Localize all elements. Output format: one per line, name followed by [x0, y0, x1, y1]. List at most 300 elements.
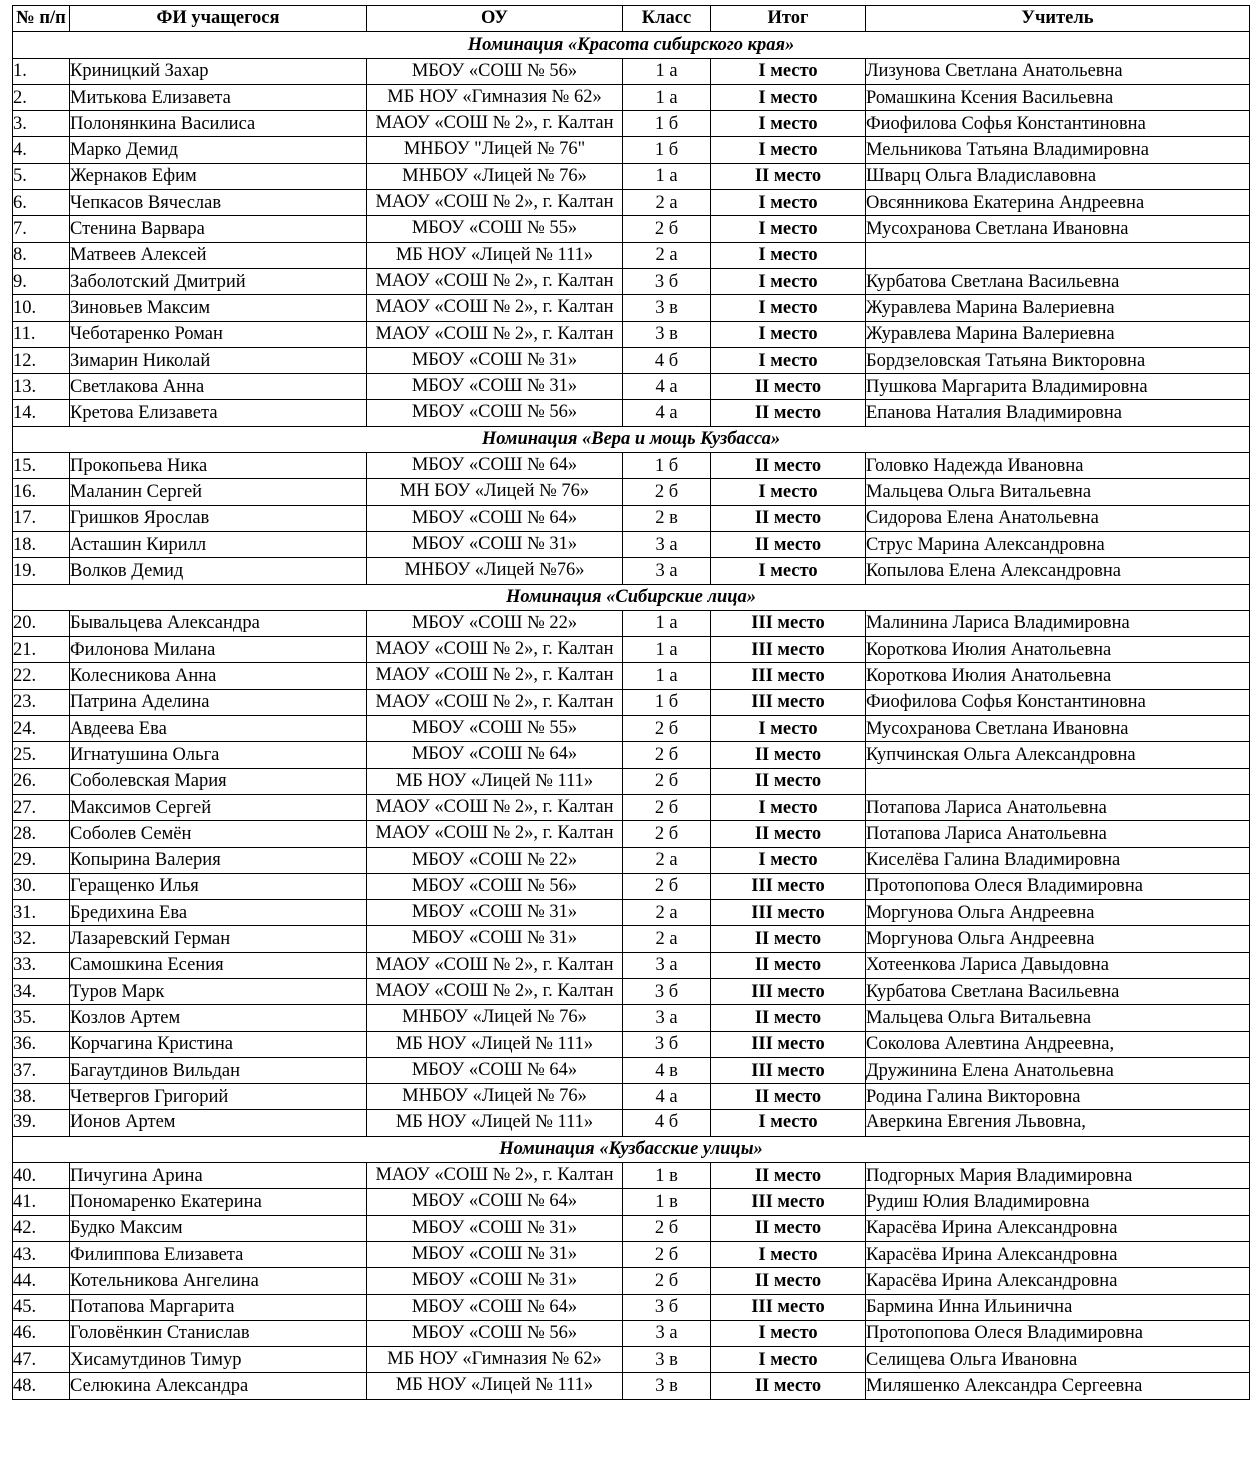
student-name: Светлакова Анна — [70, 374, 367, 400]
school-name: МБОУ «СОШ № 31» — [367, 900, 623, 926]
table-row — [13, 163, 1250, 189]
class-cell: 3 а — [623, 558, 711, 584]
row-number: 17. — [13, 505, 70, 531]
student-name: Соболев Семён — [70, 821, 367, 847]
table-row — [13, 295, 1250, 321]
teacher-name: Фиофилова Софья Константиновна — [866, 111, 1250, 137]
row-number: 1. — [13, 58, 70, 84]
class-cell: 3 б — [623, 268, 711, 294]
teacher-name: Киселёва Галина Владимировна — [866, 847, 1250, 873]
result-cell: II место — [711, 768, 866, 794]
school-name: МБОУ «СОШ № 64» — [367, 1189, 623, 1215]
row-number: 32. — [13, 926, 70, 952]
school-name: МАОУ «СОШ № 2», г. Калтан — [367, 268, 623, 294]
result-cell: I место — [711, 716, 866, 742]
table-row — [13, 321, 1250, 347]
table-row — [13, 1373, 1250, 1399]
result-cell: II место — [711, 531, 866, 557]
result-cell: II место — [711, 926, 866, 952]
student-name: Маланин Сергей — [70, 479, 367, 505]
row-number: 38. — [13, 1084, 70, 1110]
teacher-name: Рудиш Юлия Владимировна — [866, 1189, 1250, 1215]
class-cell: 3 в — [623, 1347, 711, 1373]
nomination-title: Номинация «Кузбасские улицы» — [13, 1136, 1250, 1162]
row-number: 10. — [13, 295, 70, 321]
class-cell: 2 б — [623, 821, 711, 847]
result-cell: I место — [711, 295, 866, 321]
row-number: 20. — [13, 610, 70, 636]
row-number: 24. — [13, 716, 70, 742]
teacher-name: Селищева Ольга Ивановна — [866, 1347, 1250, 1373]
class-cell: 1 в — [623, 1163, 711, 1189]
school-name: МН БОУ «Лицей № 76» — [367, 479, 623, 505]
result-cell: I место — [711, 190, 866, 216]
row-number: 12. — [13, 347, 70, 373]
teacher-name: Овсянникова Екатерина Андреевна — [866, 190, 1250, 216]
school-name: МБОУ «СОШ № 31» — [367, 1215, 623, 1241]
class-cell: 2 б — [623, 1215, 711, 1241]
row-number: 9. — [13, 268, 70, 294]
student-name: Волков Демид — [70, 558, 367, 584]
school-name: МАОУ «СОШ № 2», г. Калтан — [367, 637, 623, 663]
row-number: 35. — [13, 1005, 70, 1031]
row-number: 16. — [13, 479, 70, 505]
teacher-name: Копылова Елена Александровна — [866, 558, 1250, 584]
student-name: Лазаревский Герман — [70, 926, 367, 952]
school-name: МБОУ «СОШ № 56» — [367, 400, 623, 426]
class-cell: 1 в — [623, 1189, 711, 1215]
result-cell: II место — [711, 952, 866, 978]
class-cell: 2 б — [623, 1241, 711, 1267]
table-row — [13, 1347, 1250, 1373]
result-cell: II место — [711, 453, 866, 479]
teacher-name: Журавлева Марина Валериевна — [866, 321, 1250, 347]
table-row — [13, 926, 1250, 952]
table-row — [13, 847, 1250, 873]
header-row — [13, 6, 1250, 32]
school-name: МБОУ «СОШ № 64» — [367, 1057, 623, 1083]
teacher-name: Соколова Алевтина Андреевна, — [866, 1031, 1250, 1057]
table-row — [13, 637, 1250, 663]
class-cell: 3 в — [623, 1373, 711, 1399]
school-name: МБ НОУ «Гимназия № 62» — [367, 84, 623, 110]
student-name: Криницкий Захар — [70, 58, 367, 84]
class-cell: 1 а — [623, 58, 711, 84]
table-row — [13, 479, 1250, 505]
header-teacher: Учитель — [866, 6, 1250, 32]
teacher-name: Родина Галина Викторовна — [866, 1084, 1250, 1110]
table-row — [13, 1215, 1250, 1241]
table-row — [13, 374, 1250, 400]
row-number: 14. — [13, 400, 70, 426]
table-row — [13, 347, 1250, 373]
school-name: МАОУ «СОШ № 2», г. Калтан — [367, 111, 623, 137]
teacher-name: Фиофилова Софья Константиновна — [866, 689, 1250, 715]
student-name: Багаутдинов Вильдан — [70, 1057, 367, 1083]
school-name: МБ НОУ «Гимназия № 62» — [367, 1347, 623, 1373]
student-name: Кретова Елизавета — [70, 400, 367, 426]
row-number: 37. — [13, 1057, 70, 1083]
teacher-name: Протопопова Олеся Владимировна — [866, 873, 1250, 899]
class-cell: 1 а — [623, 663, 711, 689]
school-name: МАОУ «СОШ № 2», г. Калтан — [367, 821, 623, 847]
result-cell: II место — [711, 374, 866, 400]
table-row — [13, 453, 1250, 479]
row-number: 31. — [13, 900, 70, 926]
school-name: МБ НОУ «Лицей № 111» — [367, 242, 623, 268]
row-number: 41. — [13, 1189, 70, 1215]
result-cell: III место — [711, 663, 866, 689]
table-row — [13, 610, 1250, 636]
table-row — [13, 716, 1250, 742]
class-cell: 1 а — [623, 610, 711, 636]
class-cell: 3 а — [623, 531, 711, 557]
class-cell: 3 а — [623, 1005, 711, 1031]
table-row — [13, 1241, 1250, 1267]
row-number: 40. — [13, 1163, 70, 1189]
row-number: 21. — [13, 637, 70, 663]
class-cell: 1 б — [623, 137, 711, 163]
student-name: Асташин Кирилл — [70, 531, 367, 557]
header-result: Итог — [711, 6, 866, 32]
teacher-name: Хотеенкова Лариса Давыдовна — [866, 952, 1250, 978]
class-cell: 2 б — [623, 742, 711, 768]
student-name: Заболотский Дмитрий — [70, 268, 367, 294]
class-cell: 2 б — [623, 873, 711, 899]
school-name: МБ НОУ «Лицей № 111» — [367, 1031, 623, 1057]
table-row — [13, 400, 1250, 426]
nomination-title: Номинация «Вера и мощь Кузбасса» — [13, 426, 1250, 452]
class-cell: 1 а — [623, 637, 711, 663]
class-cell: 2 а — [623, 242, 711, 268]
school-name: МБОУ «СОШ № 64» — [367, 505, 623, 531]
row-number: 2. — [13, 84, 70, 110]
row-number: 30. — [13, 873, 70, 899]
class-cell: 2 б — [623, 1268, 711, 1294]
teacher-name — [866, 242, 1250, 268]
table-row — [13, 663, 1250, 689]
school-name: МБОУ «СОШ № 55» — [367, 716, 623, 742]
teacher-name: Мусохранова Светлана Ивановна — [866, 716, 1250, 742]
table-row — [13, 1268, 1250, 1294]
row-number: 33. — [13, 952, 70, 978]
student-name: Бредихина Ева — [70, 900, 367, 926]
teacher-name: Ромашкина Ксения Васильевна — [866, 84, 1250, 110]
result-cell: II место — [711, 1268, 866, 1294]
row-number: 23. — [13, 689, 70, 715]
row-number: 45. — [13, 1294, 70, 1320]
student-name: Ионов Артем — [70, 1110, 367, 1136]
student-name: Хисамутдинов Тимур — [70, 1347, 367, 1373]
teacher-name: Бордзеловская Татьяна Викторовна — [866, 347, 1250, 373]
table-row — [13, 1005, 1250, 1031]
teacher-name: Короткова Июлия Анатольевна — [866, 663, 1250, 689]
table-row — [13, 1163, 1250, 1189]
student-name: Колесникова Анна — [70, 663, 367, 689]
result-cell: I место — [711, 1241, 866, 1267]
teacher-name: Малинина Лариса Владимировна — [866, 610, 1250, 636]
header-school: ОУ — [367, 6, 623, 32]
table-row — [13, 1110, 1250, 1136]
result-cell: III место — [711, 610, 866, 636]
teacher-name: Шварц Ольга Владиславовна — [866, 163, 1250, 189]
class-cell: 4 в — [623, 1057, 711, 1083]
result-cell: II место — [711, 505, 866, 531]
student-name: Полонянкина Василиса — [70, 111, 367, 137]
class-cell: 4 а — [623, 374, 711, 400]
result-cell: I место — [711, 84, 866, 110]
table-row — [13, 84, 1250, 110]
row-number: 48. — [13, 1373, 70, 1399]
school-name: МБ НОУ «Лицей № 111» — [367, 768, 623, 794]
result-cell: I место — [711, 216, 866, 242]
result-cell: II место — [711, 1163, 866, 1189]
row-number: 8. — [13, 242, 70, 268]
row-number: 42. — [13, 1215, 70, 1241]
class-cell: 2 б — [623, 716, 711, 742]
school-name: МБОУ «СОШ № 64» — [367, 742, 623, 768]
row-number: 34. — [13, 978, 70, 1004]
class-cell: 4 а — [623, 1084, 711, 1110]
result-cell: III место — [711, 1294, 866, 1320]
table-row — [13, 1294, 1250, 1320]
student-name: Туров Марк — [70, 978, 367, 1004]
table-row — [13, 1031, 1250, 1057]
school-name: МНБОУ "Лицей № 76" — [367, 137, 623, 163]
teacher-name: Купчинская Ольга Александровна — [866, 742, 1250, 768]
teacher-name: Курбатова Светлана Васильевна — [866, 268, 1250, 294]
teacher-name: Моргунова Ольга Андреевна — [866, 926, 1250, 952]
school-name: МАОУ «СОШ № 2», г. Калтан — [367, 794, 623, 820]
row-number: 44. — [13, 1268, 70, 1294]
table-row — [13, 742, 1250, 768]
teacher-name: Лизунова Светлана Анатольевна — [866, 58, 1250, 84]
school-name: МБОУ «СОШ № 56» — [367, 1320, 623, 1346]
result-cell: II место — [711, 1373, 866, 1399]
student-name: Матвеев Алексей — [70, 242, 367, 268]
class-cell: 3 б — [623, 1031, 711, 1057]
student-name: Митькова Елизавета — [70, 84, 367, 110]
student-name: Пичугина Арина — [70, 1163, 367, 1189]
student-name: Патрина Аделина — [70, 689, 367, 715]
row-number: 22. — [13, 663, 70, 689]
teacher-name: Карасёва Ирина Александровна — [866, 1241, 1250, 1267]
table-row — [13, 216, 1250, 242]
table-row — [13, 1189, 1250, 1215]
student-name: Чепкасов Вячеслав — [70, 190, 367, 216]
result-cell: I место — [711, 268, 866, 294]
class-cell: 1 б — [623, 453, 711, 479]
result-cell: I место — [711, 794, 866, 820]
result-cell: II место — [711, 1084, 866, 1110]
school-name: МБОУ «СОШ № 22» — [367, 610, 623, 636]
table-row — [13, 111, 1250, 137]
class-cell: 2 б — [623, 768, 711, 794]
table-row — [13, 531, 1250, 557]
result-cell: I место — [711, 321, 866, 347]
table-row — [13, 821, 1250, 847]
result-cell: III место — [711, 978, 866, 1004]
result-cell: II место — [711, 742, 866, 768]
teacher-name: Мусохранова Светлана Ивановна — [866, 216, 1250, 242]
result-cell: I место — [711, 1347, 866, 1373]
header-num: № п/п — [13, 6, 70, 32]
school-name: МАОУ «СОШ № 2», г. Калтан — [367, 295, 623, 321]
class-cell: 1 б — [623, 689, 711, 715]
row-number: 27. — [13, 794, 70, 820]
teacher-name: Курбатова Светлана Васильевна — [866, 978, 1250, 1004]
student-name: Будко Максим — [70, 1215, 367, 1241]
school-name: МАОУ «СОШ № 2», г. Калтан — [367, 1163, 623, 1189]
result-cell: I место — [711, 1320, 866, 1346]
row-number: 28. — [13, 821, 70, 847]
school-name: МБОУ «СОШ № 31» — [367, 926, 623, 952]
header-name: ФИ учащегося — [70, 6, 367, 32]
student-name: Четвергов Григорий — [70, 1084, 367, 1110]
school-name: МНБОУ «Лицей № 76» — [367, 163, 623, 189]
row-number: 36. — [13, 1031, 70, 1057]
table-row — [13, 137, 1250, 163]
result-cell: II место — [711, 1215, 866, 1241]
teacher-name: Короткова Июлия Анатольевна — [866, 637, 1250, 663]
class-cell: 2 в — [623, 505, 711, 531]
student-name: Марко Демид — [70, 137, 367, 163]
row-number: 26. — [13, 768, 70, 794]
teacher-name: Мальцева Ольга Витальевна — [866, 1005, 1250, 1031]
student-name: Геращенко Илья — [70, 873, 367, 899]
class-cell: 3 в — [623, 321, 711, 347]
student-name: Головёнкин Станислав — [70, 1320, 367, 1346]
student-name: Потапова Маргарита — [70, 1294, 367, 1320]
row-number: 7. — [13, 216, 70, 242]
school-name: МБОУ «СОШ № 64» — [367, 453, 623, 479]
school-name: МБОУ «СОШ № 55» — [367, 216, 623, 242]
class-cell: 2 б — [623, 794, 711, 820]
results-table — [12, 5, 1250, 1400]
class-cell: 3 б — [623, 1294, 711, 1320]
student-name: Пономаренко Екатерина — [70, 1189, 367, 1215]
teacher-name: Моргунова Ольга Андреевна — [866, 900, 1250, 926]
class-cell: 3 в — [623, 295, 711, 321]
row-number: 25. — [13, 742, 70, 768]
table-row — [13, 900, 1250, 926]
row-number: 4. — [13, 137, 70, 163]
teacher-name: Карасёва Ирина Александровна — [866, 1215, 1250, 1241]
school-name: МБ НОУ «Лицей № 111» — [367, 1373, 623, 1399]
nomination-row — [13, 1136, 1250, 1162]
row-number: 15. — [13, 453, 70, 479]
result-cell: III место — [711, 1189, 866, 1215]
school-name: МНБОУ «Лицей №76» — [367, 558, 623, 584]
teacher-name: Протопопова Олеся Владимировна — [866, 1320, 1250, 1346]
class-cell: 4 а — [623, 400, 711, 426]
table-row — [13, 1057, 1250, 1083]
class-cell: 2 а — [623, 900, 711, 926]
row-number: 29. — [13, 847, 70, 873]
school-name: МБОУ «СОШ № 31» — [367, 347, 623, 373]
school-name: МНБОУ «Лицей № 76» — [367, 1005, 623, 1031]
school-name: МАОУ «СОШ № 2», г. Калтан — [367, 321, 623, 347]
result-cell: III место — [711, 637, 866, 663]
student-name: Селюкина Александра — [70, 1373, 367, 1399]
result-cell: III место — [711, 1057, 866, 1083]
class-cell: 3 а — [623, 952, 711, 978]
nomination-title: Номинация «Красота сибирского края» — [13, 32, 1250, 58]
student-name: Филонова Милана — [70, 637, 367, 663]
nomination-row — [13, 32, 1250, 58]
class-cell: 4 б — [623, 347, 711, 373]
row-number: 39. — [13, 1110, 70, 1136]
nomination-row — [13, 426, 1250, 452]
teacher-name: Потапова Лариса Анатольевна — [866, 794, 1250, 820]
results-body — [13, 32, 1250, 1399]
table-row — [13, 768, 1250, 794]
result-cell: III место — [711, 873, 866, 899]
teacher-name: Журавлева Марина Валериевна — [866, 295, 1250, 321]
student-name: Бывальцева Александра — [70, 610, 367, 636]
row-number: 6. — [13, 190, 70, 216]
teacher-name: Епанова Наталия Владимировна — [866, 400, 1250, 426]
class-cell: 2 а — [623, 926, 711, 952]
school-name: МАОУ «СОШ № 2», г. Калтан — [367, 689, 623, 715]
student-name: Прокопьева Ника — [70, 453, 367, 479]
row-number: 46. — [13, 1320, 70, 1346]
class-cell: 2 б — [623, 479, 711, 505]
student-name: Авдеева Ева — [70, 716, 367, 742]
result-cell: I место — [711, 1110, 866, 1136]
result-cell: I место — [711, 558, 866, 584]
school-name: МАОУ «СОШ № 2», г. Калтан — [367, 952, 623, 978]
teacher-name: Дружинина Елена Анатольевна — [866, 1057, 1250, 1083]
table-row — [13, 689, 1250, 715]
result-cell: III место — [711, 900, 866, 926]
student-name: Филиппова Елизавета — [70, 1241, 367, 1267]
school-name: МБОУ «СОШ № 22» — [367, 847, 623, 873]
result-cell: I место — [711, 347, 866, 373]
result-cell: II место — [711, 821, 866, 847]
table-row — [13, 952, 1250, 978]
row-number: 18. — [13, 531, 70, 557]
result-cell: I место — [711, 58, 866, 84]
class-cell: 1 б — [623, 111, 711, 137]
row-number: 43. — [13, 1241, 70, 1267]
student-name: Котельникова Ангелина — [70, 1268, 367, 1294]
student-name: Гришков Ярослав — [70, 505, 367, 531]
result-cell: II место — [711, 163, 866, 189]
table-row — [13, 505, 1250, 531]
result-cell: II место — [711, 1005, 866, 1031]
class-cell: 4 б — [623, 1110, 711, 1136]
teacher-name: Мальцева Ольга Витальевна — [866, 479, 1250, 505]
student-name: Зимарин Николай — [70, 347, 367, 373]
teacher-name: Потапова Лариса Анатольевна — [866, 821, 1250, 847]
row-number: 3. — [13, 111, 70, 137]
result-cell: I место — [711, 137, 866, 163]
result-cell: III место — [711, 689, 866, 715]
school-name: МБОУ «СОШ № 31» — [367, 531, 623, 557]
teacher-name: Струс Марина Александровна — [866, 531, 1250, 557]
class-cell: 3 а — [623, 1320, 711, 1346]
class-cell: 1 а — [623, 84, 711, 110]
result-cell: I место — [711, 242, 866, 268]
row-number: 47. — [13, 1347, 70, 1373]
teacher-name: Головко Надежда Ивановна — [866, 453, 1250, 479]
nomination-row — [13, 584, 1250, 610]
result-cell: I место — [711, 847, 866, 873]
table-row — [13, 558, 1250, 584]
class-cell: 2 а — [623, 847, 711, 873]
school-name: МАОУ «СОШ № 2», г. Калтан — [367, 978, 623, 1004]
